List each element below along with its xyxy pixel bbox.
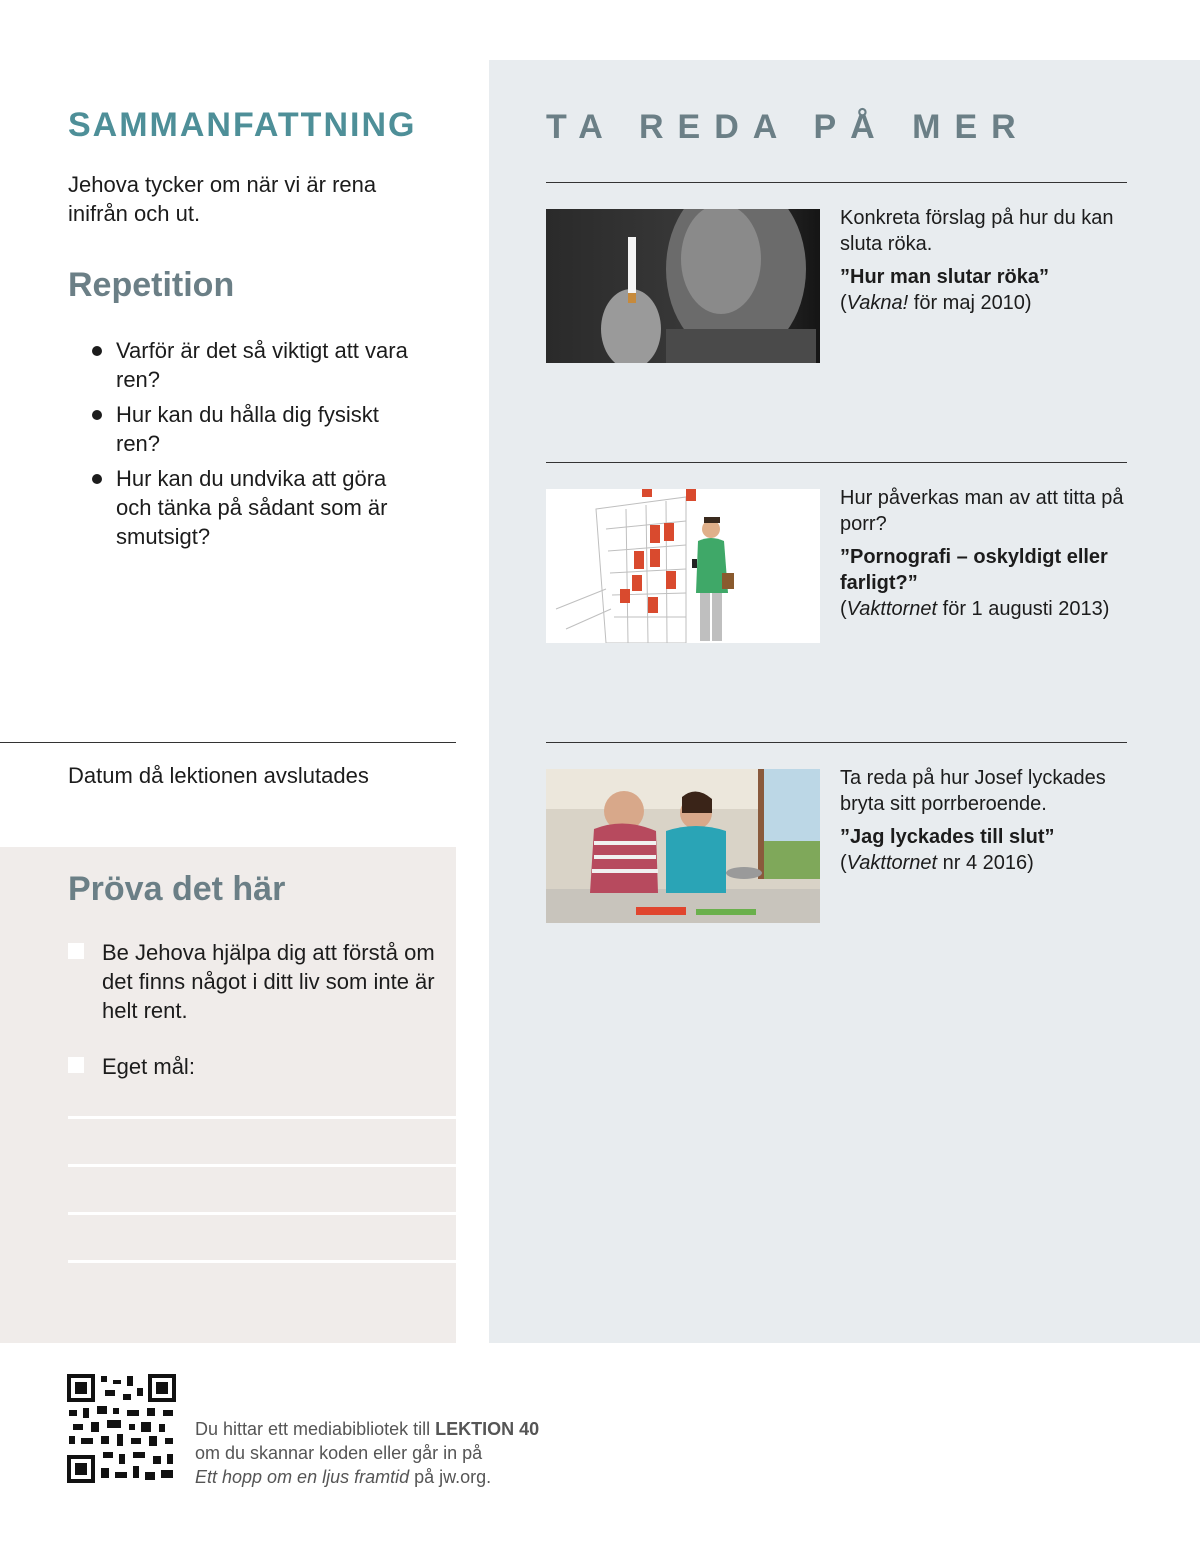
date-completed-label: Datum då lektionen avslutades	[68, 763, 369, 788]
resource-divider	[546, 182, 1127, 183]
resource-headline-link[interactable]: ”Jag lyckades till slut”	[840, 826, 1055, 848]
try-this-panel	[0, 847, 456, 1343]
summary-title: SAMMANFATTNING	[68, 106, 417, 144]
try-item-own-goal	[68, 1052, 452, 1081]
man-holding-cigarette-photo[interactable]	[546, 209, 820, 363]
bullet-icon	[92, 410, 102, 420]
date-divider	[0, 742, 456, 743]
checkbox[interactable]	[68, 943, 84, 959]
goal-write-line[interactable]	[68, 1260, 456, 1263]
resource-divider	[546, 462, 1127, 463]
qr-code-icon[interactable]	[67, 1374, 176, 1483]
try-item-pray	[68, 938, 452, 1025]
resource-description: Hur påverkas man av att titta på porr?	[840, 487, 1124, 535]
goal-write-line[interactable]	[68, 1164, 456, 1167]
bullet-icon	[92, 474, 102, 484]
find-out-more-title: TA REDA PÅ MER	[546, 108, 1030, 146]
goal-write-line[interactable]	[68, 1116, 456, 1119]
man-with-phone-at-bookshelf-illustration[interactable]	[546, 489, 820, 643]
try-this-title: Pröva det här	[68, 870, 286, 908]
question-text: Hur kan du undvika att göra och tänka på sådant som är smutsigt?	[116, 466, 388, 549]
resource-text	[840, 205, 1140, 316]
repetition-question	[92, 336, 412, 394]
resource-source: (Vakna! för maj 2010)	[840, 292, 1032, 314]
checkbox[interactable]	[68, 1057, 84, 1073]
footer-line-2: om du skannar koden eller går in på	[195, 1443, 483, 1463]
repetition-title: Repetition	[68, 266, 235, 304]
resource-text	[840, 765, 1140, 876]
publication-name: Vakttornet	[846, 598, 938, 620]
resource-text	[840, 485, 1140, 622]
resource-headline-link[interactable]: ”Pornografi – oskyldigt eller farligt?”	[840, 546, 1108, 594]
footer-line-1: Du hittar ett mediabibliotek till LEKTION 40	[195, 1419, 540, 1439]
bullet-icon	[92, 346, 102, 356]
jw-org-link[interactable]: på jw.org.	[409, 1467, 492, 1487]
summary-text: Jehova tycker om när vi är rena inifrån och ut.	[68, 172, 377, 226]
lesson-number: LEKTION 40	[435, 1419, 540, 1439]
repetition-question	[92, 400, 412, 458]
resource-source: (Vakttornet nr 4 2016)	[840, 852, 1034, 874]
question-text: Hur kan du hålla dig fysiskt ren?	[116, 402, 379, 456]
resource-description: Konkreta förslag på hur du kan sluta röka.	[840, 207, 1114, 255]
publication-name: Vakttornet	[846, 852, 938, 874]
footer-line-3	[195, 1465, 539, 1489]
question-text: Varför är det så viktigt att vara ren?	[116, 338, 408, 392]
repetition-list	[92, 336, 412, 557]
publication-name: Vakna!	[846, 292, 909, 314]
resource-headline-link[interactable]: ”Hur man slutar röka”	[840, 266, 1049, 288]
resource-source: (Vakttornet för 1 augusti 2013)	[840, 598, 1110, 620]
repetition-question	[92, 464, 412, 551]
try-item-text: Eget mål:	[102, 1054, 195, 1079]
couple-cooking-in-kitchen-photo[interactable]	[546, 769, 820, 923]
resource-description: Ta reda på hur Josef lyckades bryta sitt porrberoende.	[840, 767, 1106, 815]
footer-text	[195, 1417, 539, 1489]
try-item-text: Be Jehova hjälpa dig att förstå om det finns något i ditt liv som inte är helt rent.	[102, 940, 435, 1023]
publication-title: Ett hopp om en ljus framtid	[195, 1467, 410, 1487]
goal-write-line[interactable]	[68, 1212, 456, 1215]
resource-divider	[546, 742, 1127, 743]
